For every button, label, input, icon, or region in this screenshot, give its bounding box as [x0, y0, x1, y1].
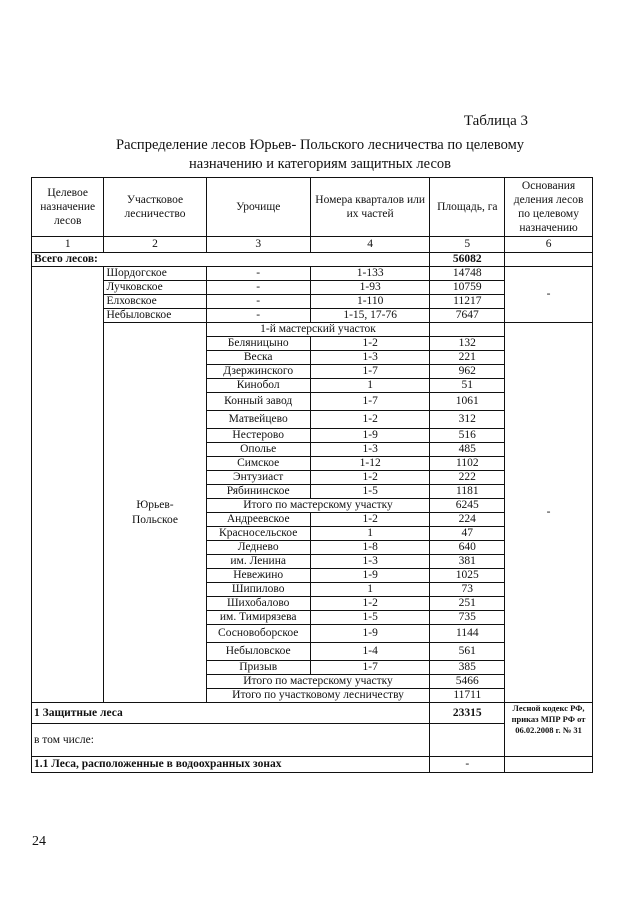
empty-cell [430, 724, 505, 757]
area-cell: 735 [430, 611, 505, 625]
column-number: 4 [310, 237, 430, 253]
area-cell: 73 [430, 583, 505, 597]
page-number: 24 [32, 834, 46, 849]
including-label: в том числе: [32, 724, 430, 757]
column-number: 5 [430, 237, 505, 253]
section-title-row [32, 323, 593, 337]
empty-cell [505, 253, 593, 267]
legal-basis: Лесной кодекс РФ, приказ МПР РФ от 06.02.2008 г. № 31 [505, 703, 593, 757]
tract-cell: - [206, 295, 310, 309]
column-header: Урочище [206, 178, 310, 237]
tract-name: Невежино [206, 569, 310, 583]
tract-name: Леднево [206, 541, 310, 555]
total-row [32, 253, 593, 267]
table-label: Таблица 3 [463, 113, 528, 129]
total-value: 56082 [430, 253, 505, 267]
water-zone-row [32, 757, 593, 773]
area-cell: 1181 [430, 485, 505, 499]
column-header: Основания деления лесов по целевому назначению [505, 178, 593, 237]
tract-name: Конный завод [206, 393, 310, 411]
quarters-cell: 1-9 [310, 625, 430, 643]
area-cell: 11217 [430, 295, 505, 309]
district-name: Небыловское [104, 309, 206, 323]
empty-cell [505, 757, 593, 773]
tract-name: Ополье [206, 443, 310, 457]
area-cell: 962 [430, 365, 505, 379]
quarters-cell: 1-2 [310, 513, 430, 527]
tract-name: Красносельское [206, 527, 310, 541]
water-zone-value: - [430, 757, 505, 773]
quarters-cell: 1-5 [310, 611, 430, 625]
area-cell: 10759 [430, 281, 505, 295]
quarters-cell: 1-7 [310, 365, 430, 379]
quarters-cell: 1-93 [310, 281, 430, 295]
quarters-cell: 1-2 [310, 337, 430, 351]
protective-row [32, 703, 593, 724]
quarters-cell: 1-2 [310, 597, 430, 611]
tract-name: Сосновоборское [206, 625, 310, 643]
area-cell: 1144 [430, 625, 505, 643]
title-line-2: назначению и категориям защитных лесов [189, 156, 451, 172]
column-header: Участковое лесничество [104, 178, 206, 237]
quarters-cell: 1-8 [310, 541, 430, 555]
district-name: Шордогское [104, 267, 206, 281]
quarters-cell: 1-3 [310, 351, 430, 365]
area-cell: 224 [430, 513, 505, 527]
area-cell: 1061 [430, 393, 505, 411]
subtotal-label: Итого по мастерскому участку [206, 499, 430, 513]
quarters-cell: 1-12 [310, 457, 430, 471]
area-cell: 1102 [430, 457, 505, 471]
area-cell: 222 [430, 471, 505, 485]
tract-name: Призыв [206, 661, 310, 675]
column-number: 3 [206, 237, 310, 253]
tract-name: Шипилово [206, 583, 310, 597]
subtotal-value: 6245 [430, 499, 505, 513]
area-cell: 221 [430, 351, 505, 365]
tract-name: Рябининское [206, 485, 310, 499]
quarters-cell: 1-2 [310, 471, 430, 485]
section-title: 1-й мастерский участок [206, 323, 430, 337]
quarters-cell: 1-3 [310, 555, 430, 569]
protective-forests-label: 1 Защитные леса [32, 703, 430, 724]
area-cell: 51 [430, 379, 505, 393]
area-cell: 516 [430, 429, 505, 443]
tract-name: Симское [206, 457, 310, 471]
tract-cell: - [206, 281, 310, 295]
tract-name: Кинобол [206, 379, 310, 393]
forest-distribution-table [31, 177, 593, 773]
quarters-cell: 1 [310, 527, 430, 541]
district-total-label: Итого по участковому лесничеству [206, 689, 430, 703]
district-total-value: 11711 [430, 689, 505, 703]
quarters-cell: 1-7 [310, 393, 430, 411]
district-row [32, 267, 593, 281]
tract-name: Веска [206, 351, 310, 365]
column-header: Целевое назначение лесов [32, 178, 104, 237]
district-name: Лучковское [104, 281, 206, 295]
area-cell: 7647 [430, 309, 505, 323]
empty-cell [430, 323, 505, 337]
tract-cell: - [206, 309, 310, 323]
quarters-cell: 1-3 [310, 443, 430, 457]
column-number: 2 [104, 237, 206, 253]
column-number-row [32, 237, 593, 253]
tract-name: Нестерово [206, 429, 310, 443]
column-number: 1 [32, 237, 104, 253]
header-row [32, 178, 593, 237]
quarters-cell: 1-15, 17-76 [310, 309, 430, 323]
quarters-cell: 1-2 [310, 411, 430, 429]
area-cell: 14748 [430, 267, 505, 281]
area-cell: 561 [430, 643, 505, 661]
column-header: Площадь, га [430, 178, 505, 237]
basis-cell: - [505, 267, 593, 323]
district-name-yuryev-polskoe: Юрьев- Польское [104, 323, 206, 703]
quarters-cell: 1 [310, 583, 430, 597]
quarters-cell: 1-110 [310, 295, 430, 309]
tract-name: им. Тимирязева [206, 611, 310, 625]
table-title [60, 136, 580, 174]
district-name: Елховское [104, 295, 206, 309]
tract-cell: - [206, 267, 310, 281]
basis-cell: - [505, 323, 593, 703]
area-cell: 132 [430, 337, 505, 351]
tract-name: Небыловское [206, 643, 310, 661]
area-cell: 47 [430, 527, 505, 541]
protective-forests-value: 23315 [430, 703, 505, 724]
quarters-cell: 1-4 [310, 643, 430, 661]
subtotal-label: Итого по мастерскому участку [206, 675, 430, 689]
tract-name: Дзержинского [206, 365, 310, 379]
quarters-cell: 1 [310, 379, 430, 393]
quarters-cell: 1-7 [310, 661, 430, 675]
quarters-cell: 1-133 [310, 267, 430, 281]
tract-name: Беляницыно [206, 337, 310, 351]
purpose-cell [32, 267, 104, 703]
area-cell: 640 [430, 541, 505, 555]
water-zone-label: 1.1 Леса, расположенные в водоохранных зонах [32, 757, 430, 773]
quarters-cell: 1-5 [310, 485, 430, 499]
area-cell: 385 [430, 661, 505, 675]
area-cell: 1025 [430, 569, 505, 583]
tract-name: Андреевское [206, 513, 310, 527]
quarters-cell: 1-9 [310, 569, 430, 583]
area-cell: 251 [430, 597, 505, 611]
quarters-cell: 1-9 [310, 429, 430, 443]
area-cell: 312 [430, 411, 505, 429]
column-number: 6 [505, 237, 593, 253]
tract-name: им. Ленина [206, 555, 310, 569]
subtotal-value: 5466 [430, 675, 505, 689]
tract-name: Энтузиаст [206, 471, 310, 485]
area-cell: 381 [430, 555, 505, 569]
total-label: Всего лесов: [32, 253, 430, 267]
tract-name: Шихобалово [206, 597, 310, 611]
title-line-1: Распределение лесов Юрьев- Польского лесничества по целевому [116, 137, 524, 153]
area-cell: 485 [430, 443, 505, 457]
tract-name: Матвейцево [206, 411, 310, 429]
column-header: Номера кварталов или их частей [310, 178, 430, 237]
